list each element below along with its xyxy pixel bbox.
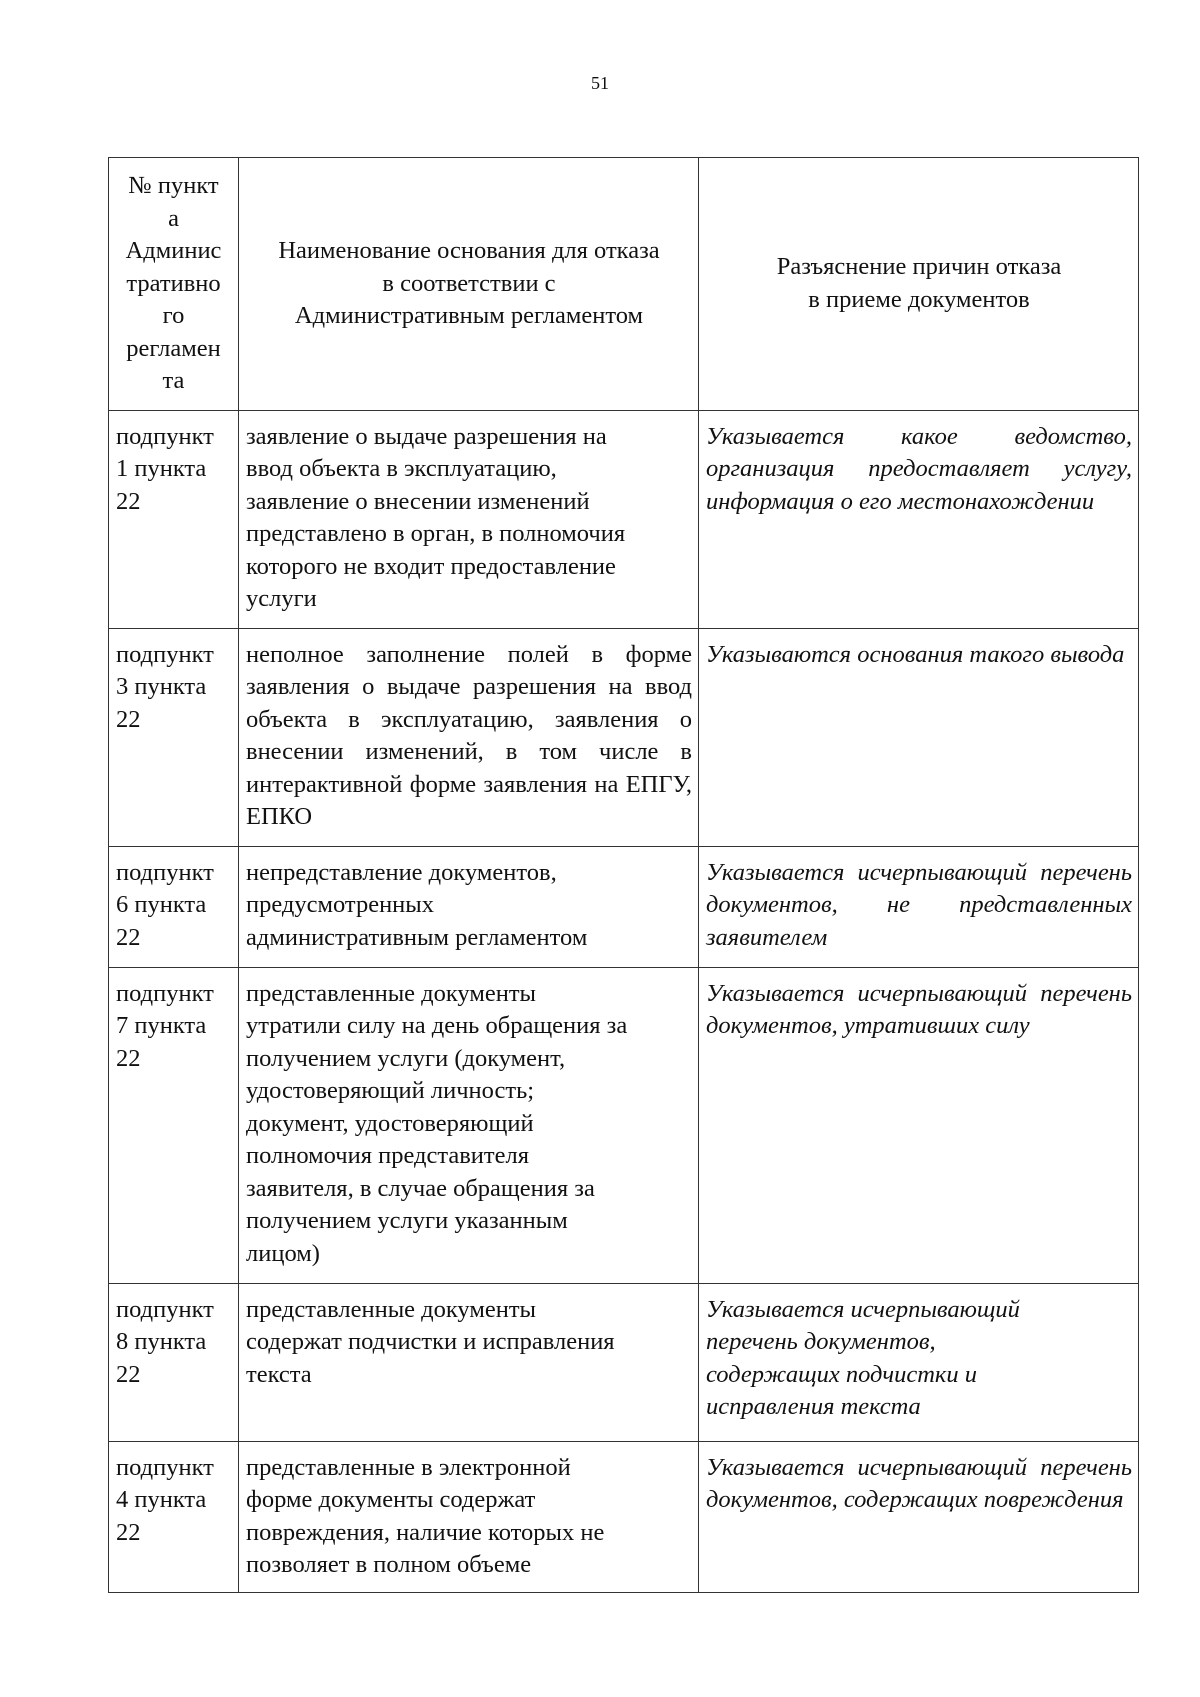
row-refusal-explanation: Указывается исчерпывающий перечень документов, содержащих подчистки и исправления текста: [699, 1283, 1139, 1441]
row-item-number: подпункт 3 пункта 22: [109, 628, 239, 846]
header-refusal-reason: Наименование основания для отказа в соответствии с Административным регламентом: [239, 158, 699, 411]
row-item-number: подпункт 4 пункта 22: [109, 1441, 239, 1592]
row-refusal-reason: заявление о выдаче разрешения на ввод объекта в эксплуатацию, заявление о внесении изменений представлено в орган, в полномочия которого не входит предоставление услуги: [239, 410, 699, 628]
row-refusal-reason: непредставление документов, предусмотренных административным регламентом: [239, 846, 699, 967]
row-refusal-reason: представленные в электронной форме документы содержат повреждения, наличие которых не позволяет в полном объеме: [239, 1441, 699, 1592]
table-header-row: [109, 158, 1139, 411]
row-item-number: подпункт 7 пункта 22: [109, 967, 239, 1283]
table-row: [109, 628, 1139, 846]
table-row: [109, 846, 1139, 967]
row-item-number: подпункт 1 пункта 22: [109, 410, 239, 628]
row-refusal-reason: представленные документы утратили силу на день обращения за получением услуги (документ, удостоверяющий личность; документ, удостоверяющий полномочия представителя заявителя, в случае обращения за получением услуги указанным лицом): [239, 967, 699, 1283]
row-refusal-explanation: Указывается исчерпывающий перечень документов, утративших силу: [699, 967, 1139, 1283]
table-row: [109, 410, 1139, 628]
page-number: 51: [591, 73, 609, 93]
refusal-grounds-table: [108, 157, 1139, 1593]
row-refusal-explanation: Указываются основания такого вывода: [699, 628, 1139, 846]
row-refusal-explanation: Указывается исчерпывающий перечень документов, содержащих повреждения: [699, 1441, 1139, 1592]
row-item-number: подпункт 6 пункта 22: [109, 846, 239, 967]
row-refusal-explanation: Указывается какое ведомство, организация предоставляет услугу, информация о его местонахождении: [699, 410, 1139, 628]
table-row: [109, 1283, 1139, 1441]
row-refusal-reason: неполное заполнение полей в форме заявления о выдаче разрешения на ввод объекта в эксплуатацию, заявления о внесении изменений, в том числе в интерактивной форме заявления на ЕПГУ, ЕПКО: [239, 628, 699, 846]
header-item-number: № пункт а Админис тративно го регламен та: [109, 158, 239, 411]
header-refusal-explanation: Разъяснение причин отказа в приеме документов: [699, 158, 1139, 411]
table-row: [109, 1441, 1139, 1592]
row-item-number: подпункт 8 пункта 22: [109, 1283, 239, 1441]
table-row: [109, 967, 1139, 1283]
row-refusal-reason: представленные документы содержат подчистки и исправления текста: [239, 1283, 699, 1441]
row-refusal-explanation: Указывается исчерпывающий перечень документов, не представленных заявителем: [699, 846, 1139, 967]
